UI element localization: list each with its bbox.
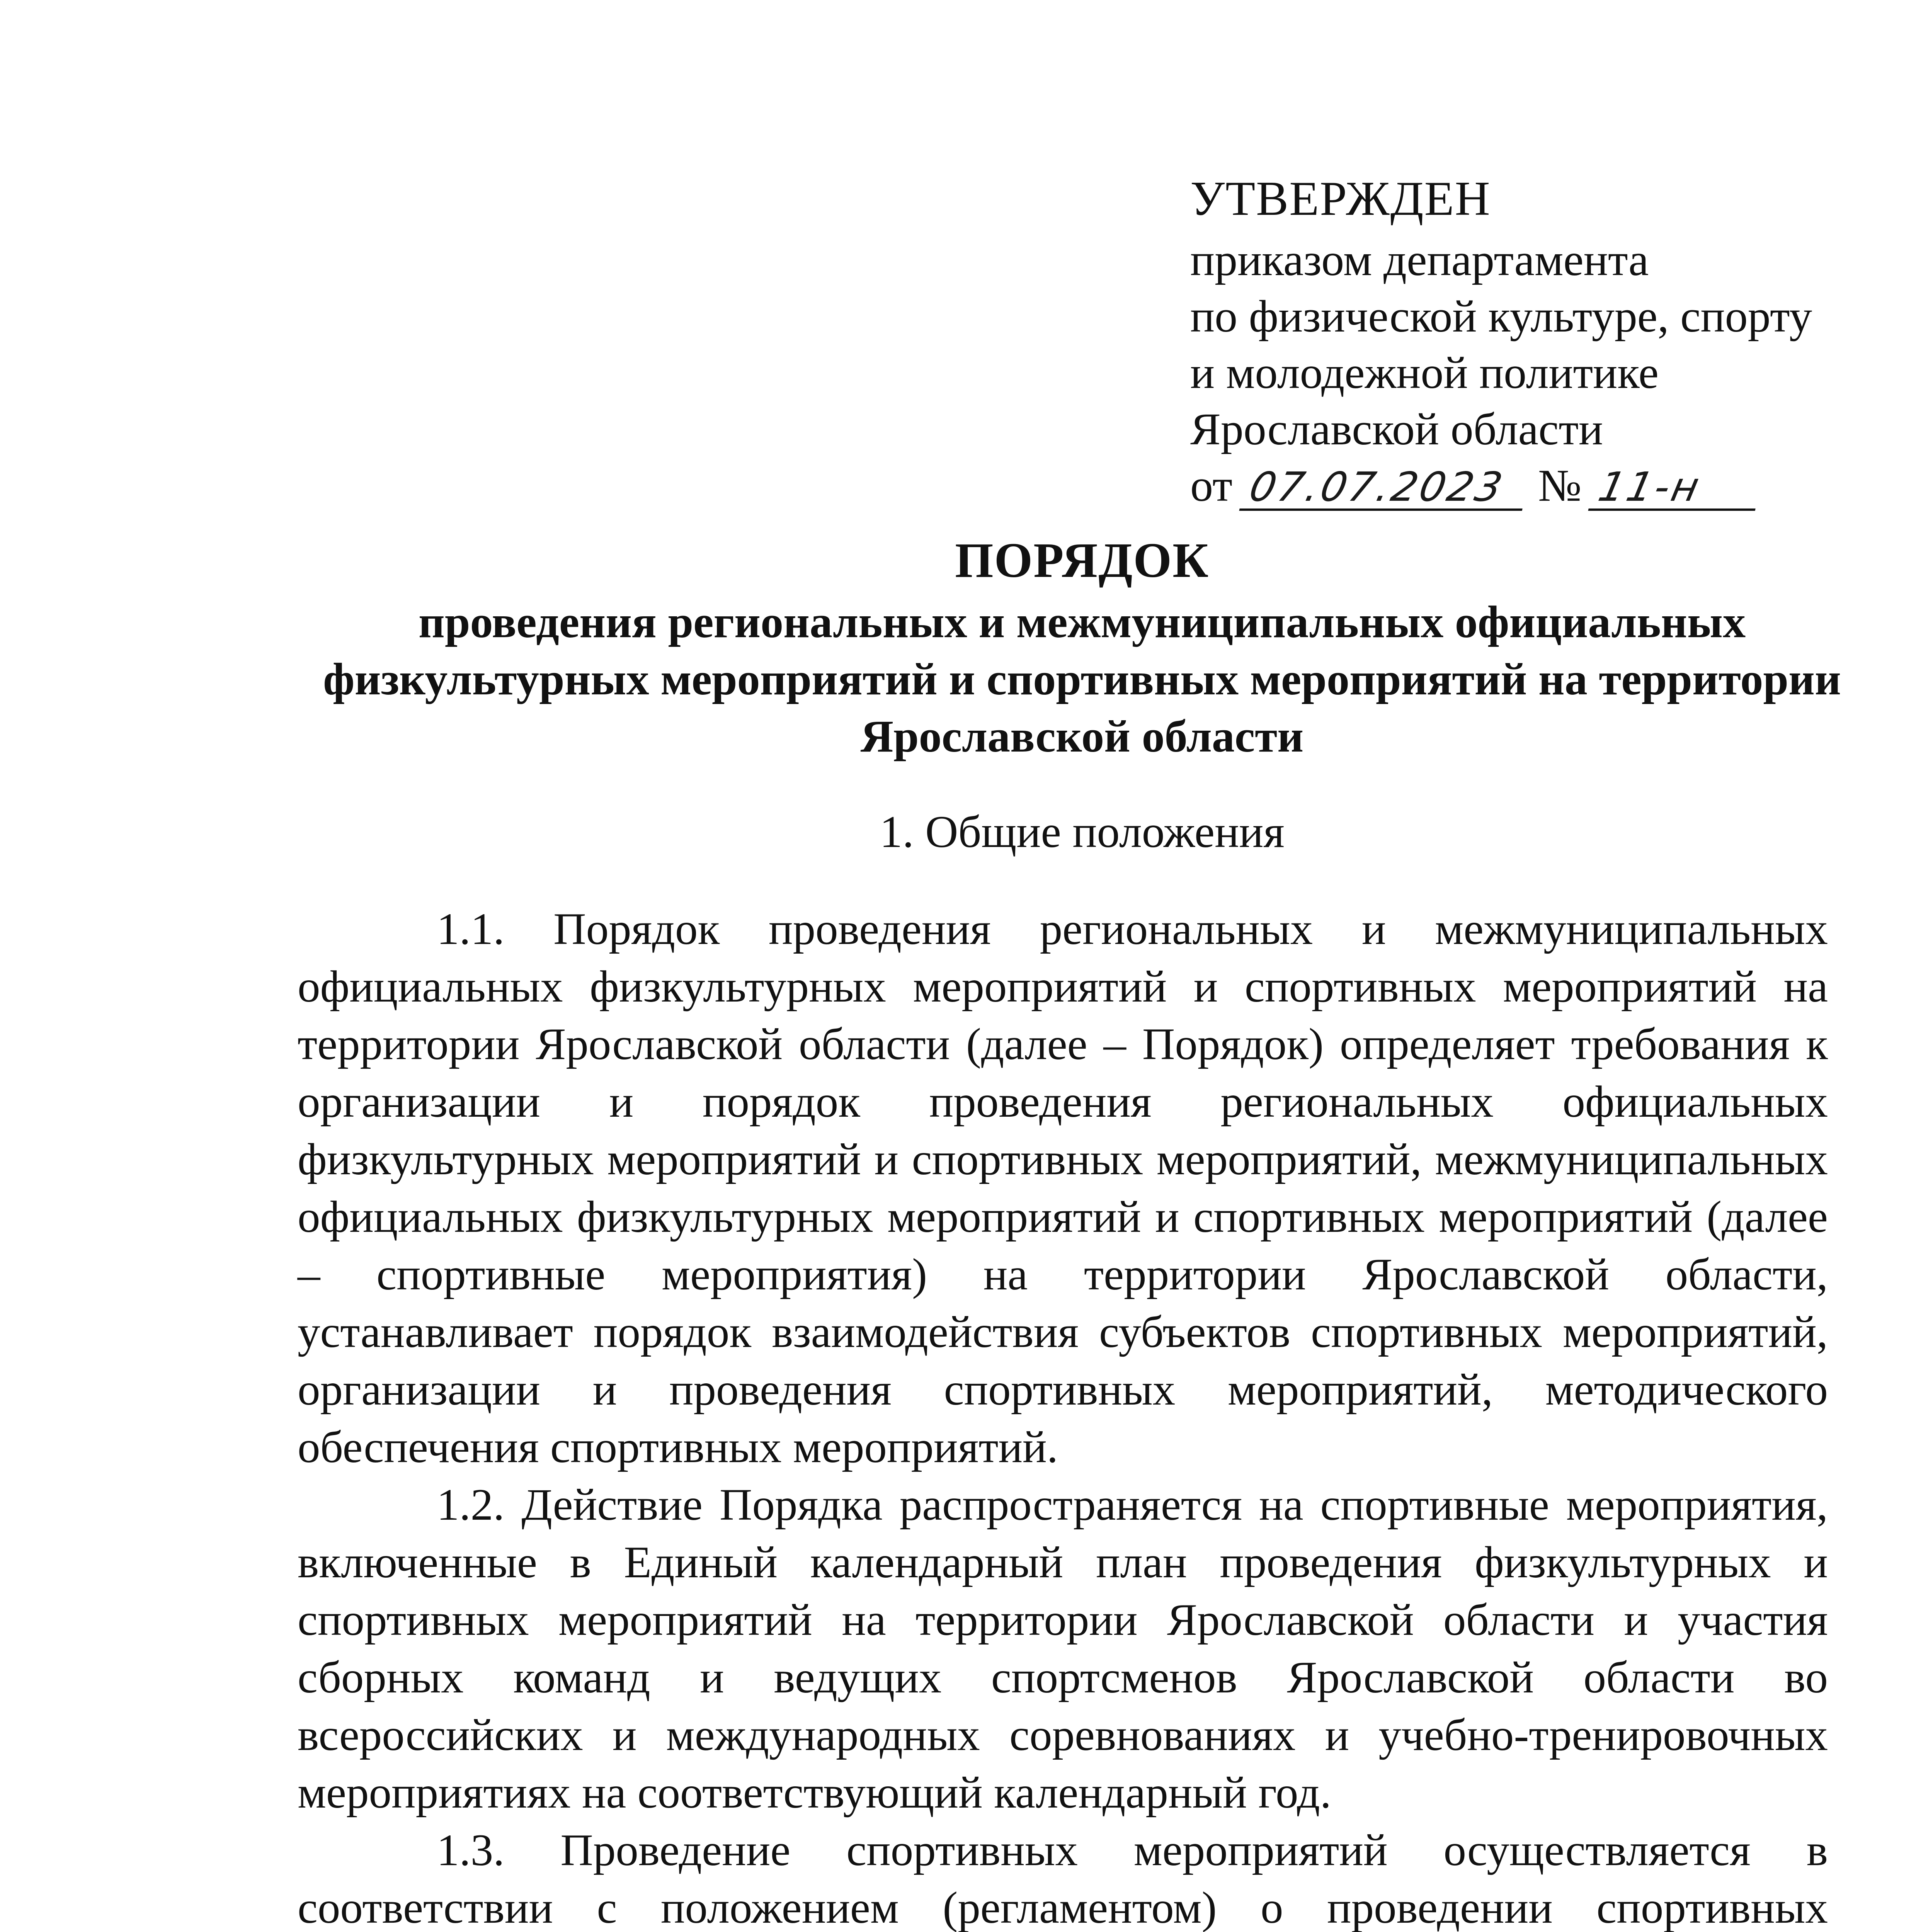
approval-line-1: приказом департамента bbox=[1190, 235, 1649, 285]
approval-date-number-line bbox=[1190, 457, 1870, 514]
approval-title: УТВЕРЖДЕН bbox=[1190, 172, 1491, 226]
paragraph-1-3: 1.3. Проведение спортивных мероприятий осуществляется в соответствии с положением (регламентом) о проведении спортивных bbox=[298, 1825, 1828, 1932]
document-body bbox=[298, 900, 1828, 1932]
document-subtitle: проведения региональных и межмуниципальных официальных физкультурных мероприятий и спортивных мероприятий на территории Ярославской области bbox=[323, 597, 1841, 762]
approval-date-prefix: от bbox=[1190, 460, 1233, 511]
approval-stamp-block bbox=[1190, 166, 1870, 514]
section-heading-general: 1. Общие положения bbox=[880, 806, 1285, 857]
approval-number-handwritten: 11-н bbox=[1588, 465, 1765, 511]
approval-line-2: по физической культуре, спорту bbox=[1190, 291, 1812, 342]
paragraph-1-1: 1.1. Порядок проведения региональных и межмуниципальных официальных физкультурных мероприятий и спортивных мероприятий на территории Ярославской области (далее – Порядок) определяет требования к организации и порядок проведения региональных официальных физкультурных мероприятий и спортивных мероприятий, межмуниципальных официальных физкультурных мероприятий и спортивных мероприятий (далее – спортивные мероприятия) на территории Ярославской области, устанавливает порядок взаимодействия субъектов спортивных мероприятий, организации и проведения спортивных мероприятий, методического обеспечения спортивных мероприятий. bbox=[298, 904, 1828, 1472]
document-title-block bbox=[301, 529, 1863, 765]
approval-date-handwritten: 07.07.2023 bbox=[1239, 465, 1531, 511]
paragraph-1-2: 1.2. Действие Порядка распространяется на спортивные мероприятия, включенные в Единый календарный план проведения физкультурных и спортивных мероприятий на территории Ярославской области и участия сборных команд и ведущих спортсменов Ярославской области во всероссийских и международных соревнованиях и учебно-тренировочных мероприятиях на соответствующий календарный год. bbox=[298, 1480, 1828, 1818]
approval-line-3: и молодежной политике bbox=[1190, 347, 1659, 398]
document-title: ПОРЯДОК bbox=[955, 533, 1209, 588]
approval-number-prefix: № bbox=[1538, 460, 1582, 511]
approval-line-4: Ярославской области bbox=[1190, 404, 1603, 454]
